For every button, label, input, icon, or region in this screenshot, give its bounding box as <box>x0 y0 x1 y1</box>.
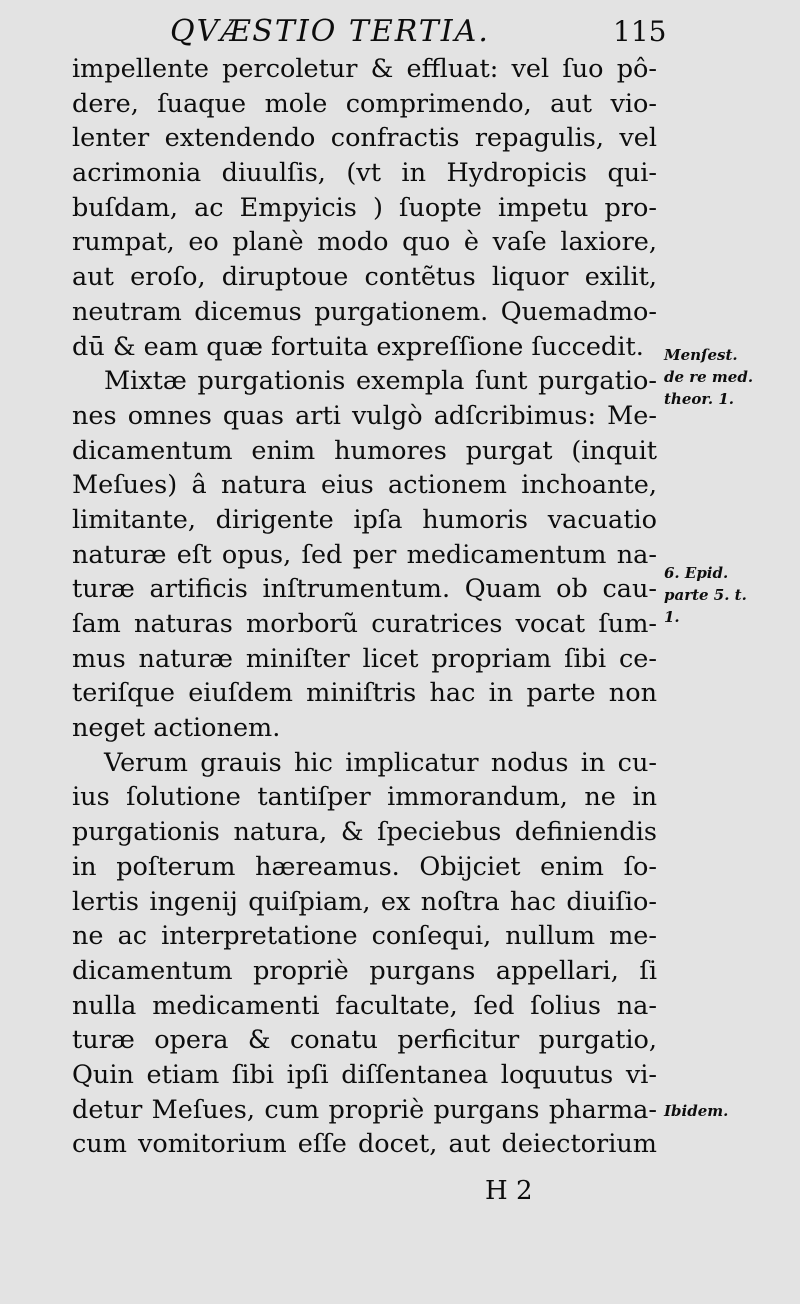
text-line: lertis ingenij quiſpiam, ex noſtra hac diuiſio- <box>72 886 657 917</box>
text-line: ius ſolutione tantiſper immorandum, ne in <box>72 782 657 813</box>
text-line: impellente percoletur & effluat: vel ſuo pô- <box>72 54 657 84</box>
margin-note-line: theor. 1. <box>664 390 735 408</box>
text-line: dicamentum propriè purgans appellari, ſi <box>72 955 657 986</box>
text-line: aut eroſo, diruptoue contẽtus liquor exilit, <box>72 262 657 293</box>
margin-note-line: Ibidem. <box>664 1102 729 1120</box>
text-line: in poſterum hæreamus. Obijciet enim ſo- <box>72 851 657 882</box>
page-number: 115 <box>613 15 667 48</box>
running-head-title: QVÆSTIO TERTIA. <box>170 14 490 49</box>
text-line: Verum grauis hic implicatur nodus in cu- <box>104 747 657 778</box>
margin-note-line: 6. Epid. <box>664 564 729 582</box>
text-line: ſam naturas morborũ curatrices vocat ſum- <box>72 609 657 639</box>
text-line: neget actionem. <box>72 713 281 744</box>
margin-note <box>664 344 796 410</box>
text-line: dere, ſuaque mole comprimendo, aut vio- <box>72 88 657 119</box>
text-line: dicamentum enim humores purgat (inquit <box>72 435 657 466</box>
text-line: cum vomitorium eſſe docet, aut deiectorium <box>72 1129 657 1160</box>
text-line: dū & eam quæ fortuita expreſſione ſuccedit. <box>72 331 644 362</box>
text-line: neutram dicemus purgationem. Quemadmo- <box>72 296 657 327</box>
text-line: buſdam, ac Empyicis ) ſuopte impetu pro- <box>72 192 657 223</box>
margin-note-line: Menſest. <box>664 346 738 364</box>
text-line: nulla medicamenti facultate, ſed ſolius na- <box>72 990 657 1021</box>
margin-note-line: de re med. <box>664 368 754 386</box>
text-line: acrimonia diuulſis, (vt in Hydropicis qui- <box>72 158 657 189</box>
text-line: nes omnes quas arti vulgò adſcribimus: Me- <box>72 400 657 431</box>
text-line: detur Meſues, cum propriè purgans pharma- <box>72 1094 657 1125</box>
margin-note <box>664 1100 796 1122</box>
text-line: limitante, dirigente ipſa humoris vacuatio <box>72 504 657 535</box>
margin-note-line: 1. <box>664 608 680 626</box>
text-line: teriſque eiuſdem miniſtris hac in parte non <box>72 678 657 709</box>
text-line: lenter extendendo confractis repagulis, vel <box>72 123 657 154</box>
text-line: Meſues) â natura eius actionem inchoante, <box>72 470 657 501</box>
text-line: rumpat, eo planè modo quo è vaſe laxiore, <box>72 227 657 258</box>
margin-note-line: parte 5. t. <box>664 586 747 604</box>
text-line: turæ opera & conatu perficitur purgatio, <box>72 1025 657 1056</box>
signature-mark: H 2 <box>485 1176 533 1206</box>
text-line: turæ artificis inſtrumentum. Quam ob cau- <box>72 574 657 605</box>
text-line: Quin etiam ſibi ipſi diſſentanea loquutus vi- <box>72 1059 657 1090</box>
text-line: ne ac interpretatione conſequi, nullum me- <box>72 921 657 952</box>
text-line: Mixtæ purgationis exempla ſunt purgatio- <box>104 366 657 397</box>
margin-note <box>664 562 796 628</box>
text-line: purgationis natura, & ſpeciebus definiendis <box>72 817 657 848</box>
main-text <box>72 52 657 1162</box>
text-line: mus naturæ miniſter licet propriam ſibi ce- <box>72 643 657 674</box>
text-line: naturæ eſt opus, ſed per medicamentum na- <box>72 539 657 570</box>
